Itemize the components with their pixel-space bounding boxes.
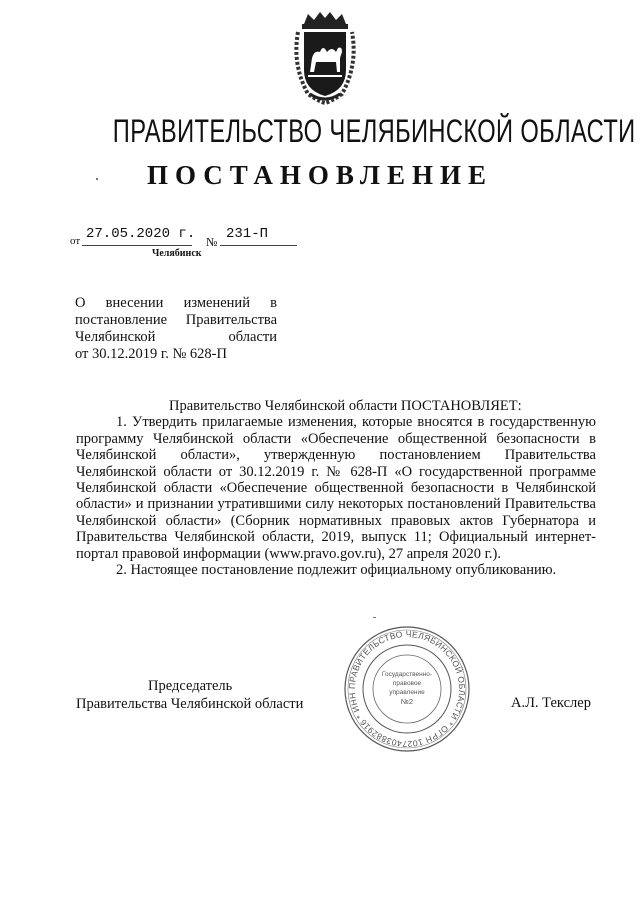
seal-inner-line-1: Государственно- <box>381 671 433 678</box>
seal-inner-line-2: правовое <box>392 680 422 687</box>
scan-speck <box>96 178 98 180</box>
date-label: от <box>70 235 81 247</box>
subject-line: постановление Правительства <box>75 312 277 328</box>
number-label: № <box>206 235 218 249</box>
seal-inner-line-4: №2 <box>400 697 414 706</box>
coat-of-arms-icon <box>290 10 360 106</box>
subject-line: Челябинской области <box>75 329 277 345</box>
document-subject <box>75 295 277 363</box>
signatory-position <box>76 677 316 713</box>
document-number: 231-П <box>226 226 269 242</box>
seal-inner-line-3: управление <box>389 689 425 696</box>
body-item-2: 2. Настоящее постановление подлежит официальному опубликованию. <box>116 562 557 579</box>
signatory-name: А.Л. Текслер <box>511 695 591 711</box>
city-label: Челябинск <box>152 248 202 259</box>
seal-outer-text: ПРАВИТЕЛЬСТВО ЧЕЛЯБИНСКОЙ ОБЛАСТИ * ОГРН 1027403882916 * ИНН <box>346 628 468 750</box>
number-underline <box>220 245 297 246</box>
subject-line: от 30.12.2019 г. № 628-П <box>75 346 227 362</box>
government-title: ПРАВИТЕЛЬСТВО ЧЕЛЯБИНСКОЙ ОБЛАСТИ <box>112 113 636 149</box>
document-date: 27.05.2020 г. <box>86 226 196 242</box>
position-line-1: Председатель <box>148 678 233 694</box>
date-underline <box>82 245 192 246</box>
position-line-2: Правительства Челябинской области <box>76 696 304 712</box>
scan-speck <box>373 617 376 618</box>
document-body <box>76 398 596 578</box>
subject-line: О внесении изменений в <box>75 295 277 311</box>
body-intro: Правительство Челябинской области ПОСТАНОВЛЯЕТ: <box>169 398 522 414</box>
body-item-1: 1. Утвердить прилагаемые изменения, которые вносятся в государственную программу Челябинской области «Обеспечение общественной безопасности в Челябинской области», утвержденную постановлением Правительства Челябинской области от 30.12.2019 г. № 628-П «О государственной программе Челябинской области «Обеспечение общественной безопасности в Челябинской области» и признании утратившими силу некоторых постановлений Правительства Челябинской области» (Сборник нормативных правовых актов Губернатора и Правительства Челябинской области, 2019, выпуск 11; Официальный интернет-портал правовой информации (www.pravo.gov.ru), 27 апреля 2020 г.). <box>76 414 596 562</box>
document-type-heading: ПОСТАНОВЛЕНИЕ <box>146 160 494 190</box>
official-seal-icon <box>342 624 472 754</box>
